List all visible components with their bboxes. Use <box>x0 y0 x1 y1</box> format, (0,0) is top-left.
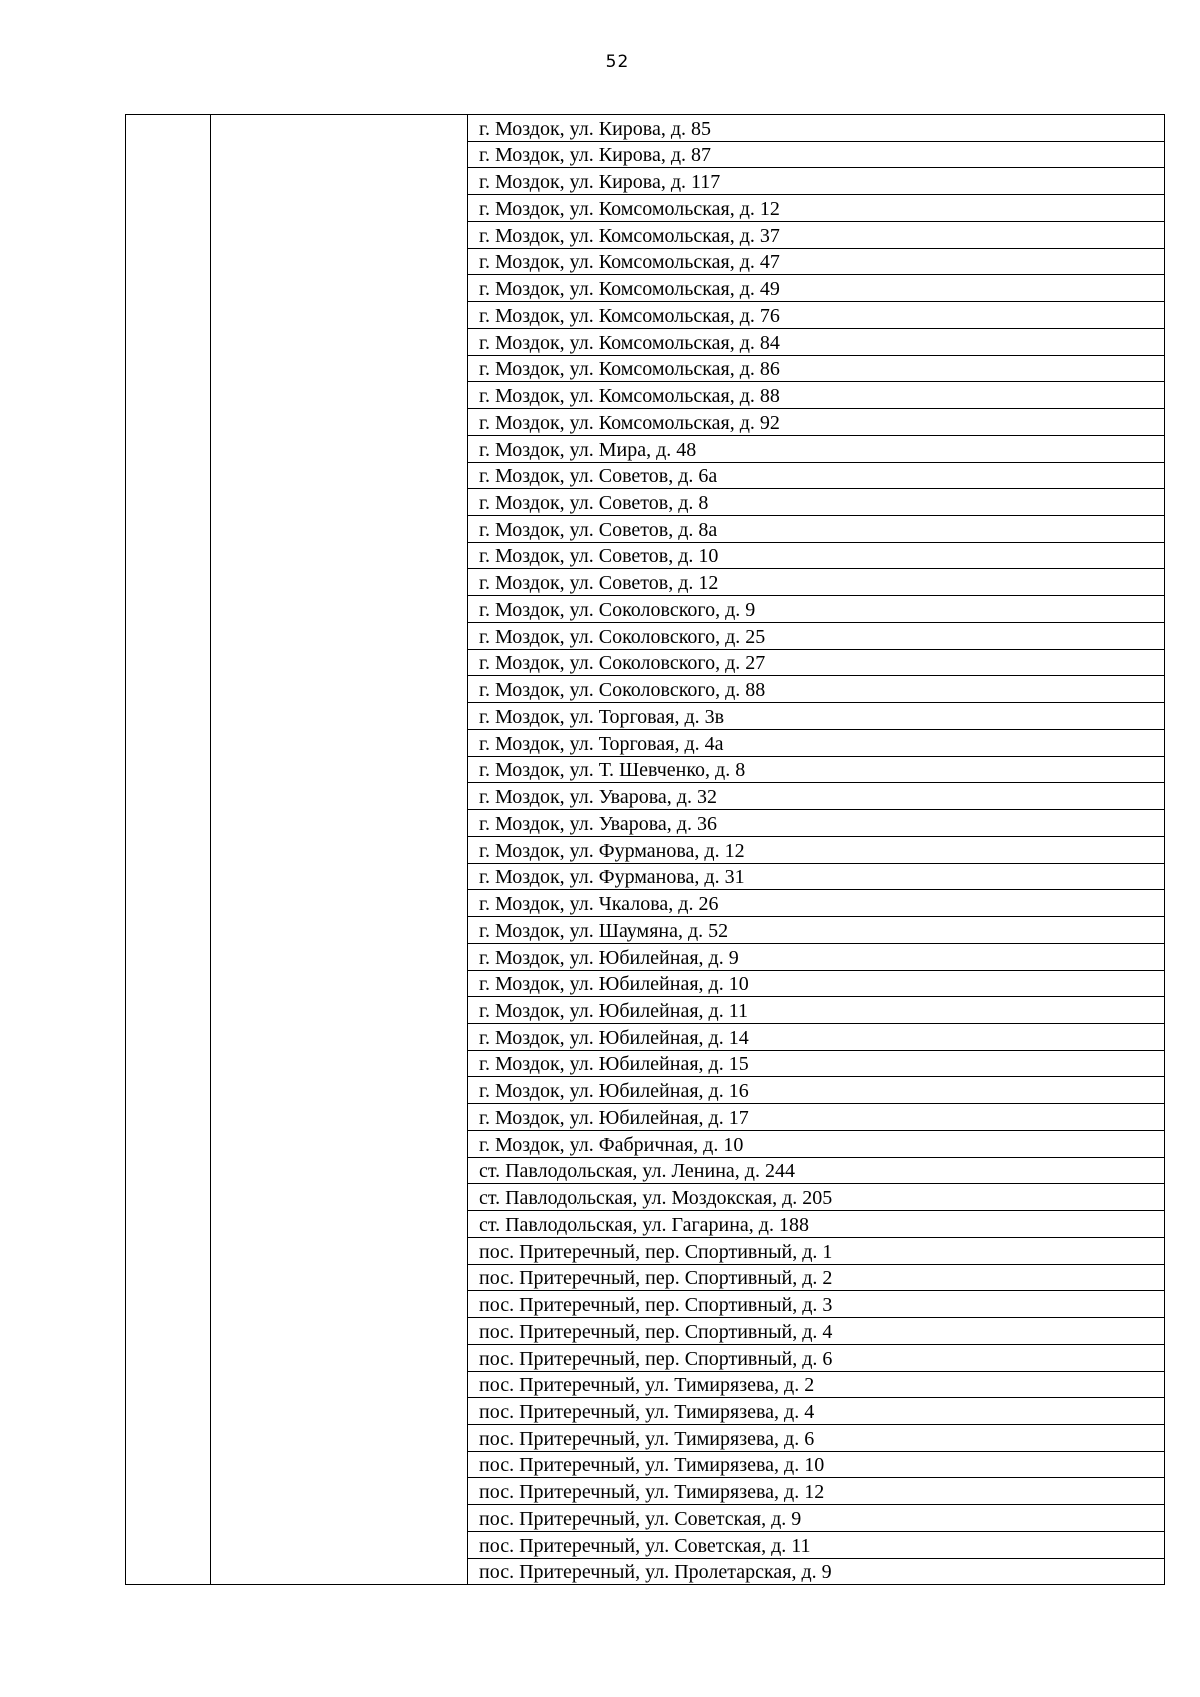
address-row: г. Моздок, ул. Советов, д. 6а <box>468 463 1164 490</box>
address-row: г. Моздок, ул. Комсомольская, д. 47 <box>468 249 1164 276</box>
address-row: г. Моздок, ул. Комсомольская, д. 86 <box>468 356 1164 383</box>
address-row: г. Моздок, ул. Соколовского, д. 88 <box>468 676 1164 703</box>
address-row: г. Моздок, ул. Юбилейная, д. 15 <box>468 1051 1164 1078</box>
address-row: г. Моздок, ул. Т. Шевченко, д. 8 <box>468 757 1164 784</box>
address-row: г. Моздок, ул. Чкалова, д. 26 <box>468 890 1164 917</box>
address-row: г. Моздок, ул. Советов, д. 8а <box>468 516 1164 543</box>
address-table <box>125 114 1165 1585</box>
address-row: пос. Притеречный, ул. Тимирязева, д. 4 <box>468 1398 1164 1425</box>
address-row: пос. Притеречный, ул. Тимирязева, д. 6 <box>468 1425 1164 1452</box>
address-row: г. Моздок, ул. Советов, д. 12 <box>468 569 1164 596</box>
address-row: пос. Притеречный, ул. Тимирязева, д. 12 <box>468 1478 1164 1505</box>
address-row: г. Моздок, ул. Комсомольская, д. 37 <box>468 222 1164 249</box>
address-row: г. Моздок, ул. Комсомольская, д. 84 <box>468 329 1164 356</box>
address-row: пос. Притеречный, ул. Пролетарская, д. 9 <box>479 1561 832 1584</box>
address-row: г. Моздок, ул. Юбилейная, д. 9 <box>468 944 1164 971</box>
address-row: г. Моздок, ул. Кирова, д. 87 <box>468 142 1164 169</box>
address-row: ст. Павлодольская, ул. Гагарина, д. 188 <box>468 1211 1164 1238</box>
address-row: г. Моздок, ул. Фабричная, д. 10 <box>468 1131 1164 1158</box>
address-row: пос. Притеречный, пер. Спортивный, д. 4 <box>468 1318 1164 1345</box>
address-row: г. Моздок, ул. Комсомольская, д. 88 <box>468 382 1164 409</box>
address-row: г. Моздок, ул. Уварова, д. 36 <box>468 810 1164 837</box>
address-row: пос. Притеречный, ул. Тимирязева, д. 10 <box>468 1452 1164 1479</box>
address-row: г. Моздок, ул. Уварова, д. 32 <box>468 783 1164 810</box>
address-row: г. Моздок, ул. Комсомольская, д. 12 <box>468 195 1164 222</box>
address-row: пос. Притеречный, пер. Спортивный, д. 1 <box>468 1238 1164 1265</box>
address-row: г. Моздок, ул. Мира, д. 48 <box>468 436 1164 463</box>
address-row: пос. Притеречный, пер. Спортивный, д. 6 <box>468 1345 1164 1372</box>
address-row: пос. Притеречный, пер. Спортивный, д. 3 <box>468 1291 1164 1318</box>
address-row: г. Моздок, ул. Соколовского, д. 27 <box>468 650 1164 677</box>
address-row: г. Моздок, ул. Советов, д. 8 <box>468 489 1164 516</box>
address-row: г. Моздок, ул. Комсомольская, д. 76 <box>468 302 1164 329</box>
address-row: ст. Павлодольская, ул. Ленина, д. 244 <box>468 1158 1164 1185</box>
number-column-cell <box>126 115 211 1585</box>
address-row: пос. Притеречный, ул. Советская, д. 9 <box>468 1505 1164 1532</box>
address-row: г. Моздок, ул. Кирова, д. 117 <box>468 168 1164 195</box>
address-row: г. Моздок, ул. Торговая, д. 4а <box>468 730 1164 757</box>
address-row: г. Моздок, ул. Комсомольская, д. 92 <box>468 409 1164 436</box>
address-row: г. Моздок, ул. Юбилейная, д. 16 <box>468 1077 1164 1104</box>
address-row: г. Моздок, ул. Комсомольская, д. 49 <box>468 275 1164 302</box>
address-list <box>468 115 1164 1584</box>
address-row: г. Моздок, ул. Кирова, д. 85 <box>468 115 1164 142</box>
address-row: пос. Притеречный, ул. Тимирязева, д. 2 <box>468 1372 1164 1399</box>
address-row: г. Моздок, ул. Торговая, д. 3в <box>468 703 1164 730</box>
address-row: г. Моздок, ул. Юбилейная, д. 10 <box>468 971 1164 998</box>
page-number: 52 <box>605 52 630 72</box>
address-row: г. Моздок, ул. Фурманова, д. 12 <box>468 837 1164 864</box>
address-row: г. Моздок, ул. Юбилейная, д. 14 <box>468 1024 1164 1051</box>
address-row: ст. Павлодольская, ул. Моздокская, д. 205 <box>468 1184 1164 1211</box>
table-row <box>126 115 1165 1585</box>
address-row: г. Моздок, ул. Юбилейная, д. 11 <box>468 997 1164 1024</box>
address-column-cell <box>468 115 1165 1585</box>
address-row: г. Моздок, ул. Шаумяна, д. 52 <box>468 917 1164 944</box>
address-row: г. Моздок, ул. Советов, д. 10 <box>468 543 1164 570</box>
address-row: пос. Притеречный, ул. Советская, д. 11 <box>468 1532 1164 1559</box>
name-column-cell <box>211 115 468 1585</box>
address-row: г. Моздок, ул. Соколовского, д. 25 <box>468 623 1164 650</box>
address-row: г. Моздок, ул. Юбилейная, д. 17 <box>468 1104 1164 1131</box>
address-row: пос. Притеречный, пер. Спортивный, д. 2 <box>468 1265 1164 1292</box>
address-row: г. Моздок, ул. Фурманова, д. 31 <box>468 864 1164 891</box>
address-row: г. Моздок, ул. Соколовского, д. 9 <box>468 596 1164 623</box>
